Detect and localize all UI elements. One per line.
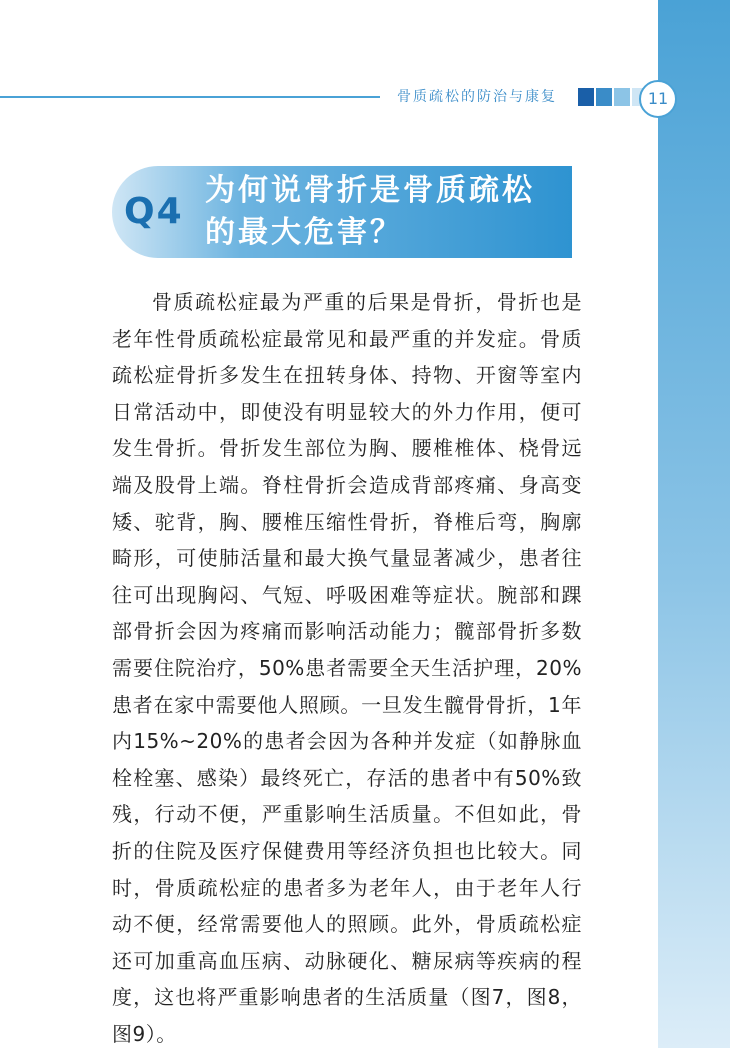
question-title: 为何说骨折是骨质疏松的最大危害？ [205,173,535,250]
question-label: Q4 [124,191,184,232]
header-square-2 [596,88,612,106]
header-square-1 [578,88,594,106]
page-number: 11 [639,80,677,118]
header-square-3 [614,88,630,106]
running-header-title: 骨质疏松的防治与康复 [397,89,557,105]
body-paragraph: 骨质疏松症最为严重的后果是骨折，骨折也是老年性骨质疏松症最常见和最严重的并发症。骨质疏松症骨折多发生在扭转身体、持物、开窗等室内日常活动中，即使没有明显较大的外力作用，便可发生骨折。骨折发生部位为胸、腰椎椎体、桡骨远端及股骨上端。脊柱骨折会造成背部疼痛、身高变矮、驼背，胸、腰椎压缩性骨折，脊椎后弯，胸廓畸形，可使肺活量和最大换气量显著减少，患者往往可出现胸闷、气短、呼吸困难等症状。腕部和踝部骨折会因为疼痛而影响活动能力；髋部骨折多数需要住院治疗，50%患者需要全天生活护理，20%患者在家中需要他人照顾。一旦发生髋骨骨折，1年内15%~20%的患者会因为各种并发症（如静脉血栓栓塞、感染）最终死亡，存活的患者中有50%致残，行动不便，严重影响生活质量。不但如此，骨折的住院及医疗保健费用等经济负担也比较大。同时，骨质疏松症的患者多为老年人，由于老年人行动不便，经常需要他人的照顾。此外，骨质疏松症还可加重高血压病、动脉硬化、糖尿病等疾病的程度，这也将严重影响患者的生活质量（图7，图8，图9）。 [112,290,582,1046]
header-rule [0,96,380,98]
side-color-band [658,0,730,1048]
